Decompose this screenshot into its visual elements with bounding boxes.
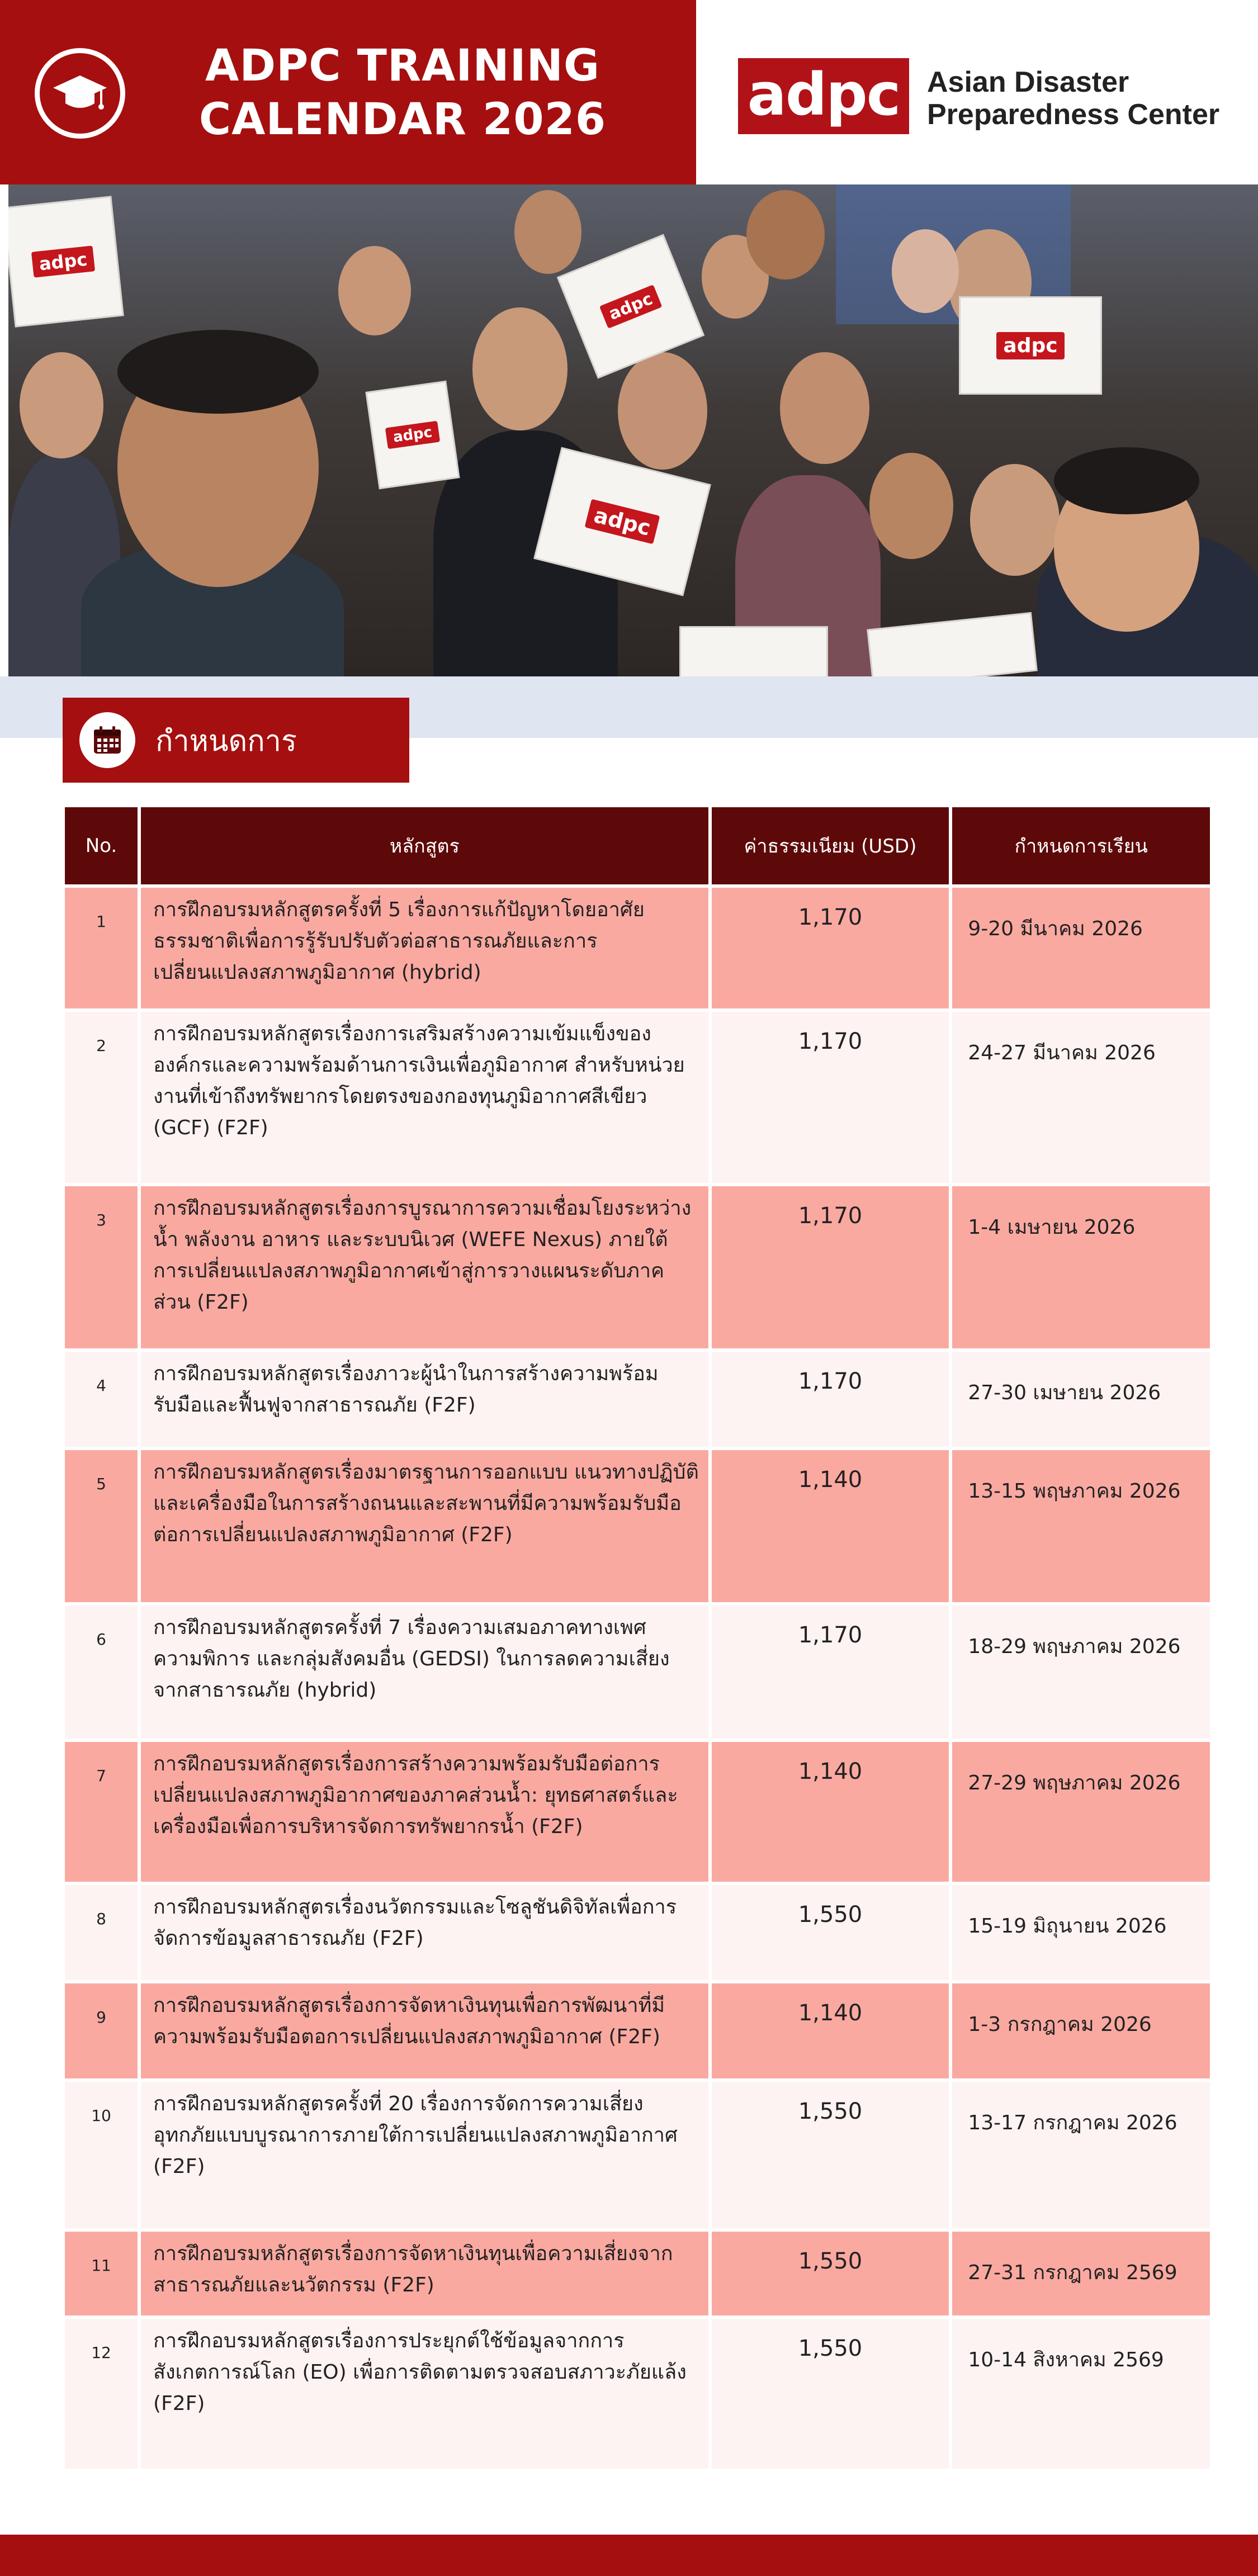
title-line-2: CALENDAR 2026 — [198, 94, 607, 145]
course-date: 27-30 เมษายน 2026 — [952, 1352, 1210, 1447]
header-date: กำหนดการเรียน — [952, 807, 1210, 884]
table-row — [65, 1186, 1210, 1348]
course-date: 27-29 พฤษภาคม 2026 — [952, 1742, 1210, 1882]
course-name: การฝึกอบรมหลักสูตรเรื่องการจัดหาเงินทุนเพื่อการพัฒนาที่มีความพร้อมรับมือตอการเปลี่ยนแปลงสภาพภูมิอากาศ (F2F) — [141, 1983, 708, 2078]
adpc-logo-mark: adpc — [738, 58, 909, 134]
table-row — [65, 888, 1210, 1008]
table-header-row — [65, 807, 1210, 884]
person-face — [746, 190, 825, 280]
footer-bar — [0, 2535, 1258, 2576]
row-number: 6 — [65, 1606, 138, 1739]
header-no: No. — [65, 807, 138, 884]
course-date: 24-27 มีนาคม 2026 — [952, 1012, 1210, 1183]
course-date: 18-29 พฤษภาคม 2026 — [952, 1606, 1210, 1739]
person-face — [869, 453, 953, 559]
adpc-sign — [959, 296, 1102, 395]
sign-label: adpc — [385, 421, 441, 449]
row-number: 5 — [65, 1450, 138, 1602]
person-face — [970, 464, 1060, 576]
person-hair — [1054, 447, 1199, 514]
header-fee: ค่าธรรมเนียม (USD) — [712, 807, 949, 884]
row-number: 4 — [65, 1352, 138, 1447]
title-line-1: ADPC TRAINING — [205, 41, 600, 91]
course-date: 15-19 มิถุนายน 2026 — [952, 1885, 1210, 1980]
adpc-sign — [365, 381, 460, 490]
row-number: 8 — [65, 1885, 138, 1980]
table-row — [65, 2082, 1210, 2228]
course-fee: 1,170 — [712, 1012, 949, 1183]
course-fee: 1,170 — [712, 888, 949, 1008]
header-banner — [0, 0, 696, 184]
row-number: 1 — [65, 888, 138, 1008]
course-date: 9-20 มีนาคม 2026 — [952, 888, 1210, 1008]
course-name: การฝึกอบรมหลักสูตรเรื่องนวัตกรรมและโซลูชันดิจิทัลเพื่อการจัดการข้อมูลสาธารณภัย (F2F) — [141, 1885, 708, 1980]
table-row — [65, 1450, 1210, 1602]
course-date: 10-14 สิงหาคม 2569 — [952, 2319, 1210, 2469]
schedule-section-tag — [63, 698, 409, 783]
adpc-sign — [867, 612, 1037, 676]
row-number: 12 — [65, 2319, 138, 2469]
course-date: 13-17 กรกฎาคม 2026 — [952, 2082, 1210, 2228]
table-row — [65, 1885, 1210, 1980]
row-number: 10 — [65, 2082, 138, 2228]
course-fee: 1,550 — [712, 2319, 949, 2469]
person-face — [472, 307, 567, 430]
course-name: การฝึกอบรมหลักสูตรเรื่องการประยุกต์ใช้ข้อมูลจากการสังเกตการณ์โลก (EO) เพื่อการติดตามตรวจสอบสภาวะภัยแล้ง (F2F) — [141, 2319, 708, 2469]
sign-label: adpc — [599, 284, 662, 328]
course-fee: 1,550 — [712, 2232, 949, 2315]
course-name: การฝึกอบรมหลักสูตรเรื่องการเสริมสร้างความเข้มแข็งขององค์กรและความพร้อมด้านการเงินเพื่อภูมิอากาศ สำหรับหน่วยงานที่เข้าถึงทรัพยากรโดยตรงของกองทุนภูมิอากาศสีเขียว (GCF) (F2F) — [141, 1012, 708, 1183]
course-date: 1-3 กรกฎาคม 2026 — [952, 1983, 1210, 2078]
course-name: การฝึกอบรมหลักสูตรเรื่องการสร้างความพร้อมรับมือต่อการเปลี่ยนแปลงสภาพภูมิอากาศของภาคส่วนน้ำ: ยุทธศาสตร์และเครื่องมือเพื่อการบริหารจัดการทรัพยากรน้ำ (F2F) — [141, 1742, 708, 1882]
table-row — [65, 1352, 1210, 1447]
row-number: 3 — [65, 1186, 138, 1348]
row-number: 11 — [65, 2232, 138, 2315]
graduation-cap-icon — [35, 48, 125, 139]
adpc-sign — [679, 626, 828, 676]
table-row — [65, 1012, 1210, 1183]
group-photo — [8, 184, 1258, 676]
person-face — [618, 352, 707, 470]
person-face — [338, 246, 411, 335]
logo-line-1: Asian Disaster — [927, 66, 1129, 98]
adpc-sign — [557, 234, 704, 379]
page-title — [185, 39, 621, 146]
table-row — [65, 1983, 1210, 2078]
table-row — [65, 2232, 1210, 2315]
training-table — [62, 804, 1213, 2472]
course-fee: 1,550 — [712, 1885, 949, 1980]
table-row — [65, 1742, 1210, 1882]
adpc-logo-text — [927, 66, 1219, 131]
course-fee: 1,140 — [712, 1983, 949, 2078]
course-name: การฝึกอบรมหลักสูตรครั้งที่ 20 เรื่องการจัดการความเสี่ยงอุทกภัยแบบบูรณาการภายใต้การเปลี่ยนแปลงสภาพภูมิอากาศ (F2F) — [141, 2082, 708, 2228]
sign-label: adpc — [996, 332, 1064, 359]
table-row — [65, 2319, 1210, 2469]
table-row — [65, 1606, 1210, 1739]
person-face — [514, 190, 581, 274]
person-hair — [117, 330, 319, 414]
person-face — [892, 229, 959, 313]
course-fee: 1,170 — [712, 1186, 949, 1348]
course-fee: 1,550 — [712, 2082, 949, 2228]
person-face — [780, 352, 869, 464]
course-name: การฝึกอบรมหลักสูตรเรื่องภาวะผู้นำในการสร้างความพร้อมรับมือและฟื้นฟูจากสาธารณภัย (F2F) — [141, 1352, 708, 1447]
person-face — [20, 352, 103, 458]
adpc-sign — [8, 196, 124, 327]
header-course: หลักสูตร — [141, 807, 708, 884]
course-name: การฝึกอบรมหลักสูตรครั้งที่ 5 เรื่องการแก้ปัญหาโดยอาศัยธรรมชาติเพื่อการรู้รับปรับตัวต่อสาธารณภัยและการเปลี่ยนแปลงสภาพภูมิอากาศ (hybrid) — [141, 888, 708, 1008]
course-fee: 1,140 — [712, 1450, 949, 1602]
section-label: กำหนดการ — [155, 724, 297, 758]
logo-line-2: Preparedness Center — [927, 98, 1220, 131]
course-name: การฝึกอบรมหลักสูตรเรื่องมาตรฐานการออกแบบ แนวทางปฏิบัติ และเครื่องมือในการสร้างถนนและสะพานที่มีความพร้อมรับมือต่อการเปลี่ยนแปลงสภาพภูมิอากาศ (F2F) — [141, 1450, 708, 1602]
row-number: 9 — [65, 1983, 138, 2078]
course-fee: 1,170 — [712, 1606, 949, 1739]
course-name: การฝึกอบรมหลักสูตรเรื่องการจัดหาเงินทุนเพื่อความเสี่ยงจากสาธารณภัยและนวัตกรรม (F2F) — [141, 2232, 708, 2315]
sign-label: adpc — [31, 245, 96, 277]
row-number: 2 — [65, 1012, 138, 1183]
course-fee: 1,140 — [712, 1742, 949, 1882]
course-name: การฝึกอบรมหลักสูตรครั้งที่ 7 เรื่องความเสมอภาคทางเพศ ความพิการ และกลุ่มสังคมอื่น (GEDSI) ในการลดความเสี่ยงจากสาธารณภัย (hybrid) — [141, 1606, 708, 1739]
course-date: 13-15 พฤษภาคม 2026 — [952, 1450, 1210, 1602]
course-date: 1-4 เมษายน 2026 — [952, 1186, 1210, 1348]
sign-label: adpc — [584, 499, 660, 544]
course-name: การฝึกอบรมหลักสูตรเรื่องการบูรณาการความเชื่อมโยงระหว่างน้ำ พลังงาน อาหาร และระบบนิเวศ (WEFE Nexus) ภายใต้การเปลี่ยนแปลงสภาพภูมิอากาศเข้าสู่การวางแผนระดับภาคส่วน (F2F) — [141, 1186, 708, 1348]
calendar-icon — [79, 712, 135, 768]
row-number: 7 — [65, 1742, 138, 1882]
course-fee: 1,170 — [712, 1352, 949, 1447]
course-date: 27-31 กรกฎาคม 2569 — [952, 2232, 1210, 2315]
